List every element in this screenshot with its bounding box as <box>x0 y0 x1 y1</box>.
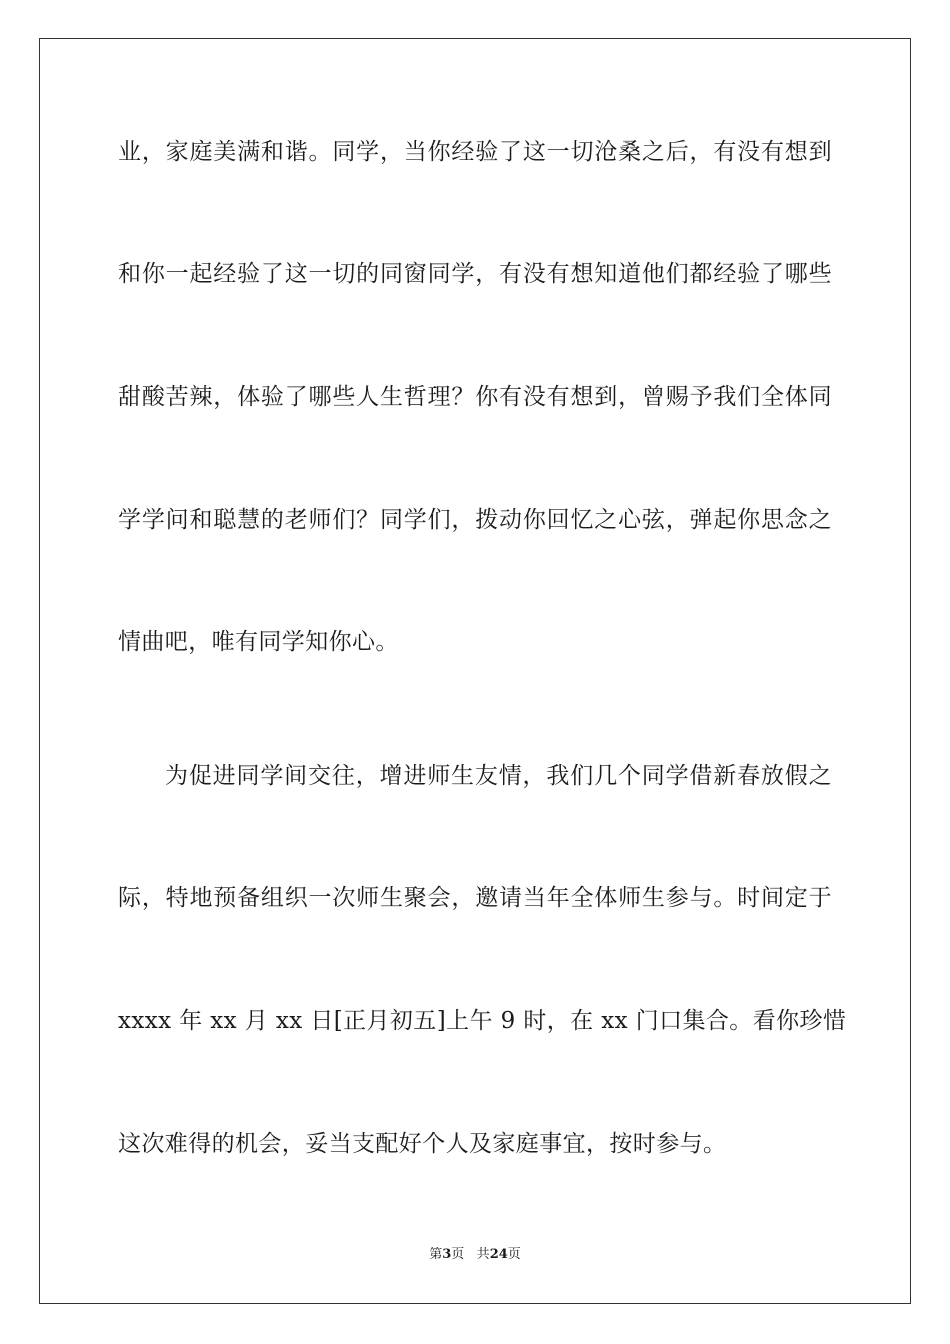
paragraph-line-8: xxxx 年 xx 月 xx 日[正月初五]上午 9 时，在 xx 门口集合。看你珍惜 <box>118 1008 847 1034</box>
footer-prefix: 第 <box>429 1247 443 1262</box>
paragraph-line-6: 为促进同学间交往，增进师生友情，我们几个同学借新春放假之 <box>165 763 832 789</box>
footer-page-suffix: 页 <box>451 1247 465 1262</box>
paragraph-line-1: 业，家庭美满和谐。同学，当你经验了这一切沧桑之后，有没有想到 <box>118 139 832 165</box>
paragraph-line-4: 学学问和聪慧的老师们？同学们，拨动你回忆之心弦，弹起你思念之 <box>118 507 832 533</box>
page-border <box>39 38 911 1304</box>
page-footer <box>0 1246 950 1264</box>
current-page-number: 3 <box>442 1247 452 1262</box>
paragraph-line-9: 这次难得的机会，妥当支配好个人及家庭事宜，按时参与。 <box>118 1131 727 1157</box>
total-page-count: 24 <box>489 1247 508 1262</box>
paragraph-line-5: 情曲吧，唯有同学知你心。 <box>118 629 399 655</box>
paragraph-line-7: 际，特地预备组织一次师生聚会，邀请当年全体师生参与。时间定于 <box>118 885 832 911</box>
footer-total-prefix: 共 <box>476 1247 490 1262</box>
footer-total-suffix: 页 <box>507 1247 521 1262</box>
paragraph-line-2: 和你一起经验了这一切的同窗同学，有没有想知道他们都经验了哪些 <box>118 261 832 287</box>
paragraph-line-3: 甜酸苦辣，体验了哪些人生哲理？你有没有想到，曾赐予我们全体同 <box>118 384 832 410</box>
